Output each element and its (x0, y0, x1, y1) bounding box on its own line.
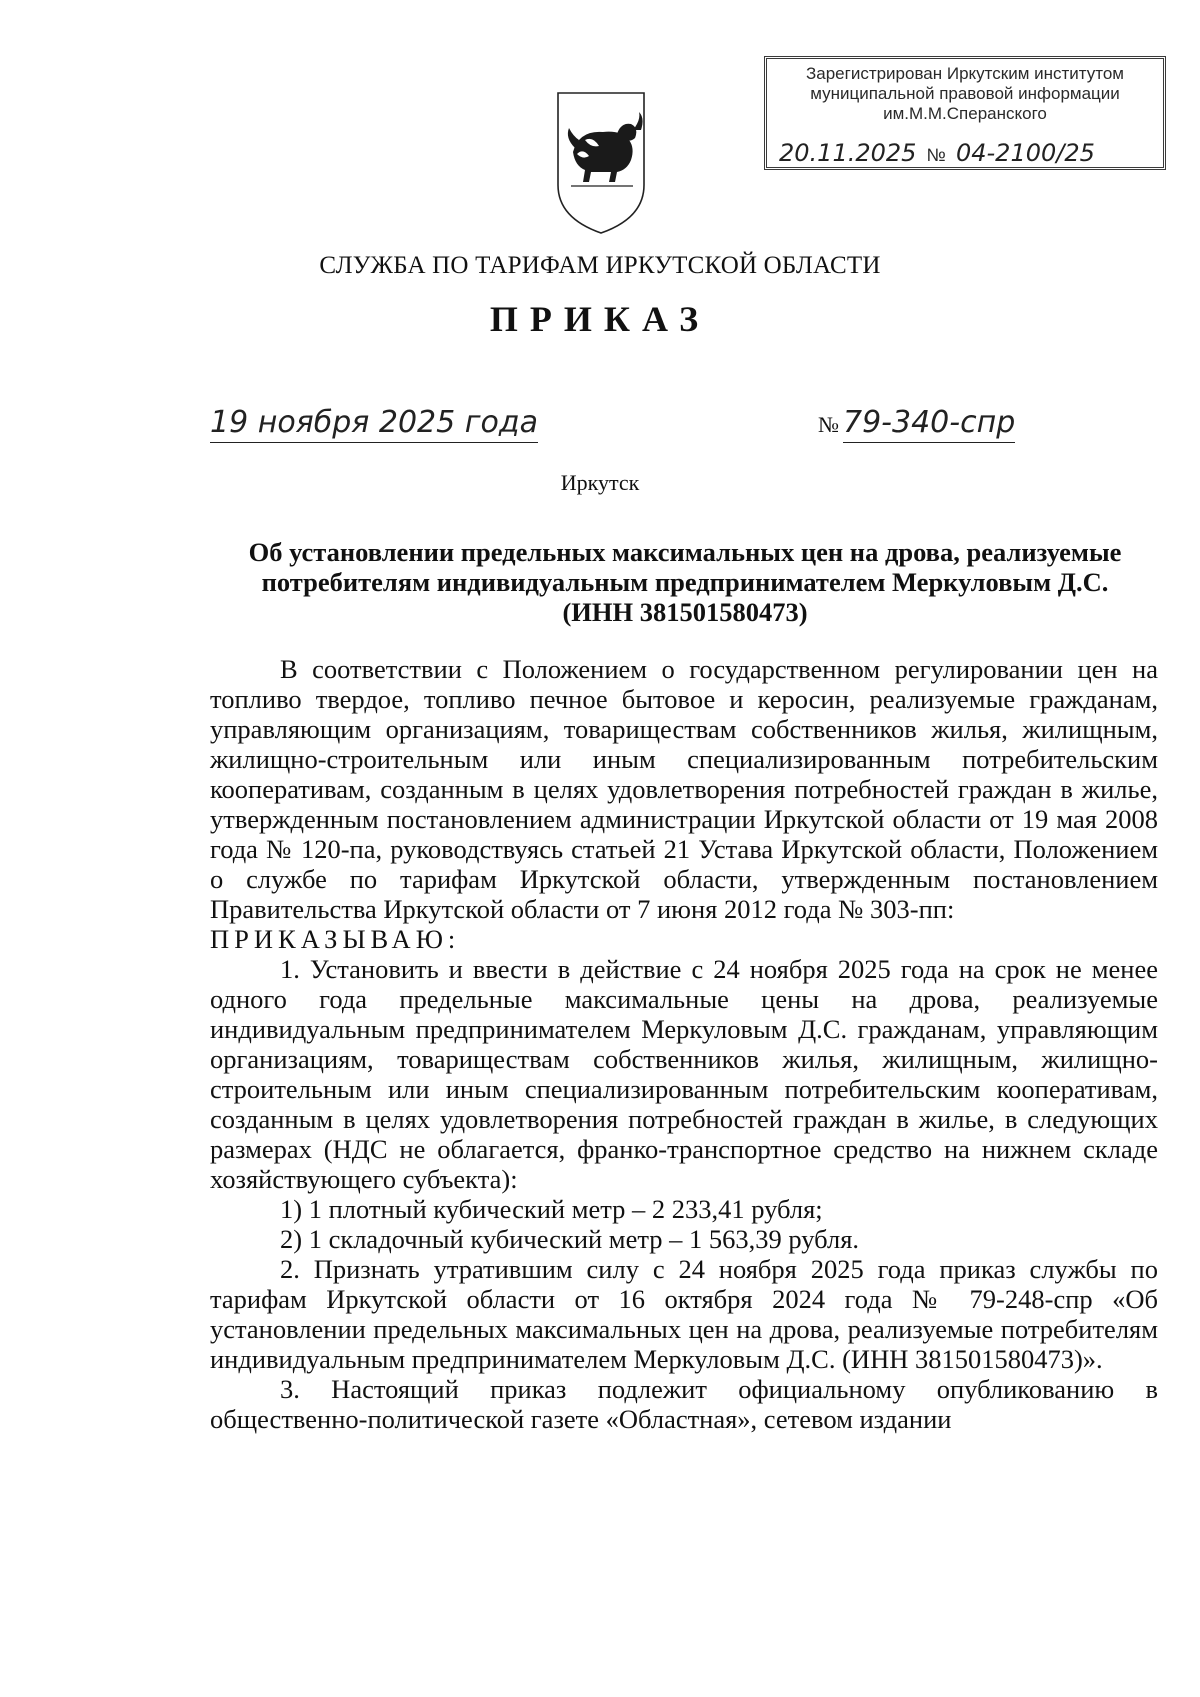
order-word: ПРИКАЗЫВАЮ: (210, 924, 461, 954)
order-number-sign: № (818, 412, 839, 437)
order-date: 19 ноября 2025 года (210, 405, 538, 443)
stamp-line-1: Зарегистрирован Иркутским институтом (805, 64, 1124, 83)
coat-of-arms-icon (555, 90, 647, 236)
item-1-1-paragraph: 1) 1 плотный кубический метр – 2 233,41 рубля; (280, 1194, 823, 1224)
title-line-3: (ИНН 381501580473) (562, 597, 808, 627)
organization-name: СЛУЖБА ПО ТАРИФАМ ИРКУТСКОЙ ОБЛАСТИ (319, 252, 881, 279)
stamp-reg-number: 04-2100/25 (955, 139, 1095, 167)
item-1-2-paragraph: 2) 1 складочный кубический метр – 1 563,39 рубля. (280, 1224, 860, 1254)
order-number: 79-340-спр (843, 405, 1015, 443)
title-line-1: Об установлении предельных максимальных цен на дрова, реализуемые (248, 537, 1122, 567)
city: Иркутск (560, 470, 640, 495)
item-2-paragraph: 2. Признать утратившим силу с 24 ноября 2025 года приказ службы по тарифам Иркутской области от 16 октября 2024 года № 79-248-спр «Об установлении предельных максимальных цен на дрова, реализуемые потребителям индивидуальным предпринимателем Меркуловым Д.С. (ИНН 381501580473)». (210, 1254, 1158, 1374)
stamp-number-sign: № (926, 145, 946, 165)
title-line-2: потребителям индивидуальным предпринимателем Меркуловым Д.С. (261, 567, 1109, 597)
stamp-registration-row (779, 139, 1159, 167)
document-title (210, 537, 1160, 627)
order-number-block (818, 405, 1015, 440)
registration-stamp (764, 56, 1166, 170)
document-type: ПРИКАЗ (489, 299, 711, 339)
item-1-paragraph: 1. Установить и ввести в действие с 24 ноября 2025 года на срок не менее одного года предельные максимальные цены на дрова, реализуемые индивидуальным предпринимателем Меркуловым Д.С. гражданам, управляющим организациям, товариществам собственников жилья, жилищным, жилищно-строительным или иным специализированным потребительским кооперативам, созданным в целях удовлетворения потребностей граждан в жилье, в следующих размерах (НДС не облагается, франко-транспортное средство на нижнем складе хозяйствующего субъекта): (210, 954, 1158, 1194)
preamble-paragraph: В соответствии с Положением о государственном регулировании цен на топливо твердое, топливо печное бытовое и керосин, реализуемые гражданам, управляющим организациям, товариществам собственников жилья, жилищным, жилищно-строительным или иным специализированным потребительским кооперативам, созданным в целях удовлетворения потребностей граждан в жилье, утвержденным постановлением администрации Иркутской области от 19 мая 2008 года № 120-па, руководствуясь статьей 21 Устава Иркутской области, Положением о службе по тарифам Иркутской области, утвержденным постановлением Правительства Иркутской области от 7 июня 2012 года № 303-пп: (210, 654, 1158, 924)
stamp-line-2: муниципальной правовой информации (810, 84, 1120, 103)
stamp-reg-date: 20.11.2025 (779, 139, 917, 167)
document-body (210, 654, 1158, 1434)
item-3-paragraph: 3. Настоящий приказ подлежит официальному опубликованию в общественно-политической газете «Областная», сетевом издании (210, 1374, 1158, 1434)
stamp-line-3: им.М.М.Сперанского (883, 104, 1047, 123)
